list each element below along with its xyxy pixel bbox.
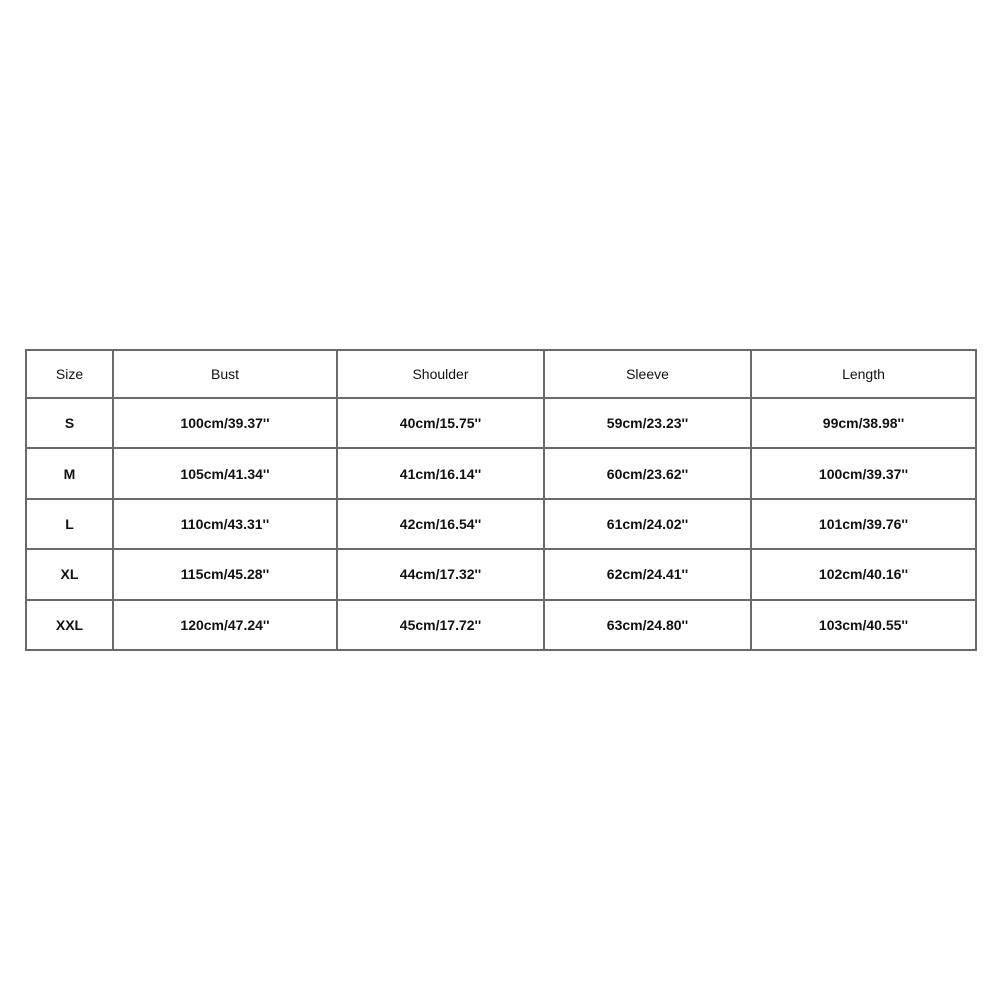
bust-cell: 120cm/47.24'' <box>113 600 337 650</box>
sleeve-cell: 60cm/23.62'' <box>544 448 751 498</box>
table-row <box>26 549 976 599</box>
bust-cell: 110cm/43.31'' <box>113 499 337 549</box>
shoulder-cell: 42cm/16.54'' <box>337 499 544 549</box>
table-row <box>26 600 976 650</box>
table-row <box>26 398 976 448</box>
shoulder-cell: 44cm/17.32'' <box>337 549 544 599</box>
table-row <box>26 499 976 549</box>
size-cell: M <box>26 448 113 498</box>
size-chart-table <box>25 349 977 651</box>
sleeve-cell: 59cm/23.23'' <box>544 398 751 448</box>
header-shoulder: Shoulder <box>337 350 544 398</box>
length-cell: 101cm/39.76'' <box>751 499 976 549</box>
bust-cell: 105cm/41.34'' <box>113 448 337 498</box>
bust-cell: 115cm/45.28'' <box>113 549 337 599</box>
length-cell: 102cm/40.16'' <box>751 549 976 599</box>
size-cell: L <box>26 499 113 549</box>
table-row <box>26 448 976 498</box>
shoulder-cell: 41cm/16.14'' <box>337 448 544 498</box>
size-cell: XXL <box>26 600 113 650</box>
sleeve-cell: 61cm/24.02'' <box>544 499 751 549</box>
header-sleeve: Sleeve <box>544 350 751 398</box>
length-cell: 100cm/39.37'' <box>751 448 976 498</box>
size-cell: XL <box>26 549 113 599</box>
header-length: Length <box>751 350 976 398</box>
table-header-row <box>26 350 976 398</box>
size-cell: S <box>26 398 113 448</box>
shoulder-cell: 40cm/15.75'' <box>337 398 544 448</box>
bust-cell: 100cm/39.37'' <box>113 398 337 448</box>
length-cell: 99cm/38.98'' <box>751 398 976 448</box>
header-size: Size <box>26 350 113 398</box>
shoulder-cell: 45cm/17.72'' <box>337 600 544 650</box>
sleeve-cell: 63cm/24.80'' <box>544 600 751 650</box>
sleeve-cell: 62cm/24.41'' <box>544 549 751 599</box>
header-bust: Bust <box>113 350 337 398</box>
length-cell: 103cm/40.55'' <box>751 600 976 650</box>
